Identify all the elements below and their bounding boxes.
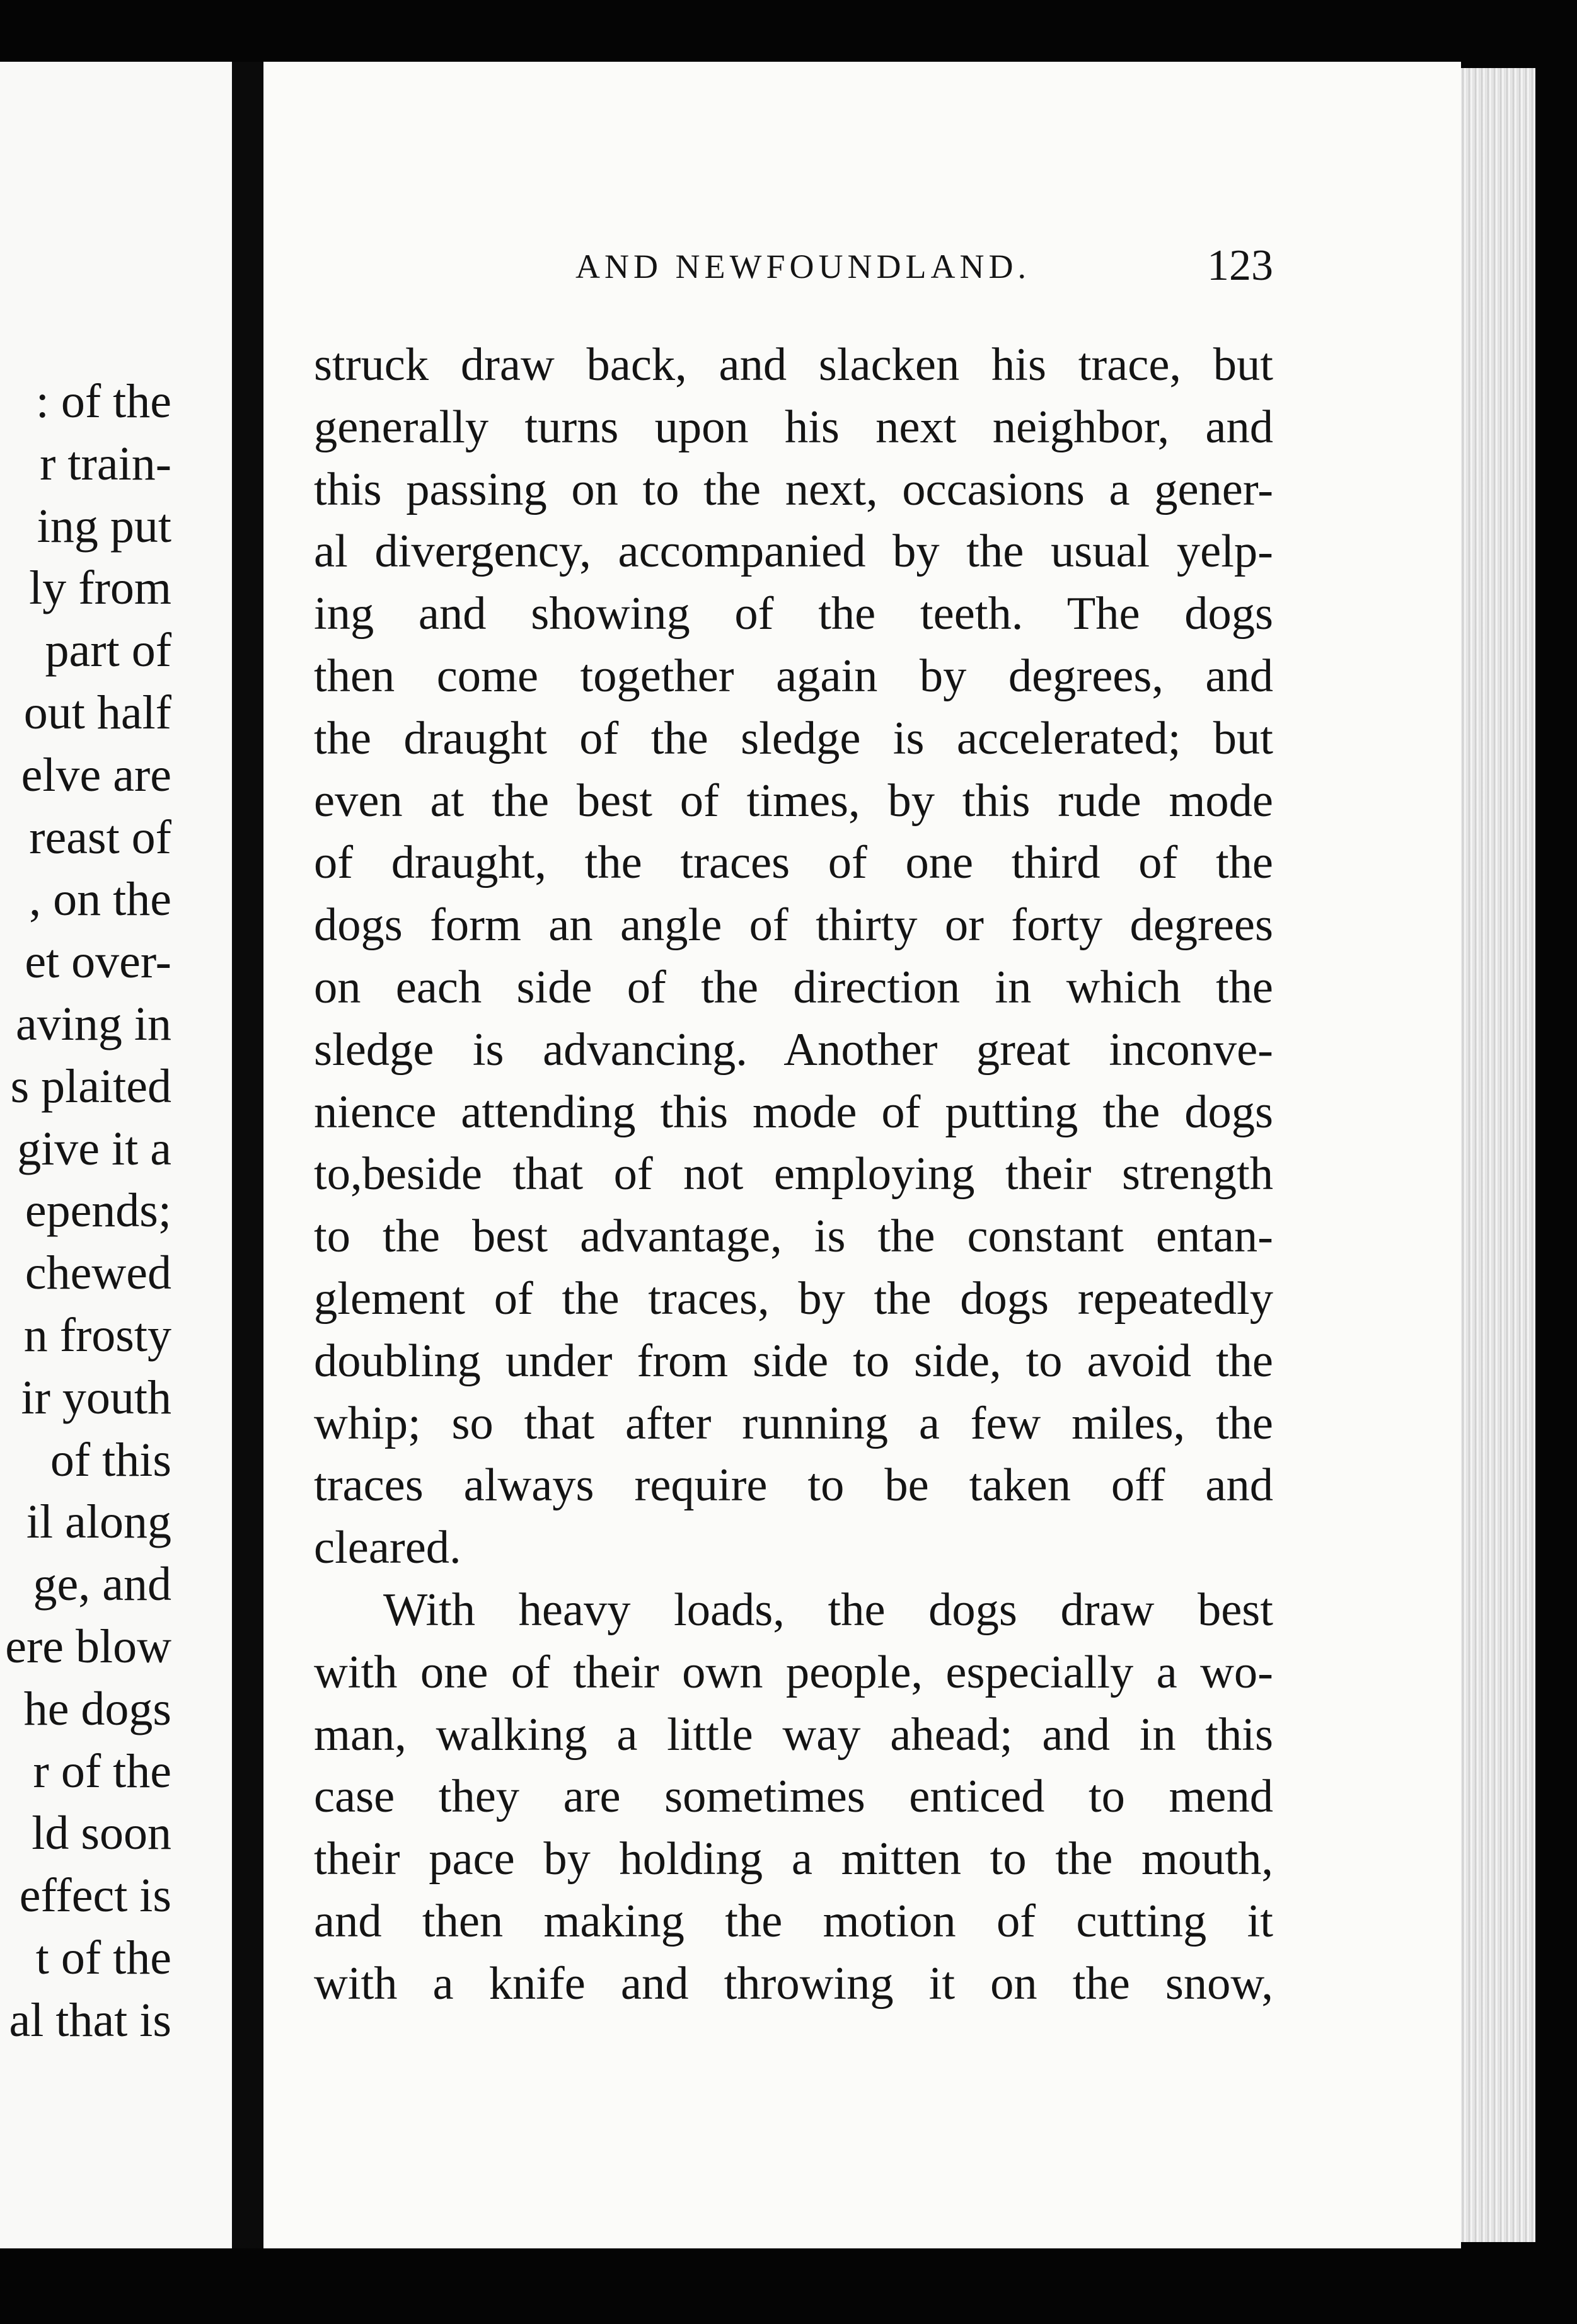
text-line: ly from	[29, 561, 171, 615]
text-line: out half	[23, 686, 171, 739]
text-line: al divergency, accompanied by the usual yelp-	[314, 526, 1273, 578]
text-line: t of the	[35, 1931, 171, 1984]
text-line: part of	[45, 624, 171, 677]
text-line: effect is	[19, 1869, 171, 1923]
page-number: 123	[1207, 241, 1273, 290]
text-line: to,beside that of not employing their strength	[314, 1148, 1273, 1200]
text-line: struck draw back, and slacken his trace, but	[314, 339, 1273, 391]
text-line: ld soon	[32, 1807, 171, 1860]
text-line: generally turns upon his next neighbor, and	[314, 401, 1273, 453]
text-line: aving in	[16, 997, 171, 1050]
body-text	[314, 334, 1273, 2015]
text-line: With heavy loads, the dogs draw best	[383, 1584, 1273, 1636]
text-line: dogs form an angle of thirty or forty degrees	[314, 899, 1273, 952]
text-line: r train-	[40, 437, 171, 490]
text-line: case they are sometimes enticed to mend	[314, 1771, 1273, 1823]
text-line: man, walking a little way ahead; and in this	[314, 1708, 1273, 1761]
text-line: , on the	[29, 873, 171, 926]
text-line: their pace by holding a mitten to the mouth,	[314, 1833, 1273, 1885]
left-page	[0, 62, 232, 2248]
text-line: ing put	[37, 499, 171, 553]
text-line: ere blow	[5, 1619, 171, 1673]
text-line: of this	[50, 1433, 171, 1487]
text-line: and then making the motion of cutting it	[314, 1895, 1273, 1947]
text-line: on each side of the direction in which the	[314, 961, 1273, 1013]
text-line: s plaited	[10, 1059, 171, 1113]
text-line: ir youth	[21, 1371, 171, 1424]
text-line: with one of their own people, especially a wo-	[314, 1646, 1273, 1698]
running-head: AND NEWFOUNDLAND.	[575, 248, 1031, 285]
text-line: whip; so that after running a few miles, the	[314, 1397, 1273, 1449]
text-line: il along	[26, 1495, 171, 1549]
text-line: he dogs	[23, 1682, 171, 1735]
text-line: n frosty	[23, 1308, 171, 1362]
text-line: epends;	[25, 1184, 171, 1238]
text-line: to the best advantage, is the constant entan-	[314, 1211, 1273, 1263]
text-line: elve are	[21, 748, 171, 802]
text-line: the draught of the sledge is accelerated; but	[314, 712, 1273, 764]
text-line: al that is	[9, 1993, 171, 2047]
text-line: this passing on to the next, occasions a gener-	[314, 463, 1273, 515]
text-line: glement of the traces, by the dogs repeatedly	[314, 1272, 1273, 1325]
text-line: nience attending this mode of putting the dogs	[314, 1086, 1273, 1138]
text-line: ge, and	[33, 1558, 171, 1611]
text-line: et over-	[25, 935, 171, 989]
text-line: reast of	[29, 810, 171, 864]
text-line: sledge is advancing. Another great inconve-	[314, 1023, 1273, 1076]
text-line: with a knife and throwing it on the snow,	[314, 1957, 1273, 2010]
text-line: doubling under from side to side, to avoid the	[314, 1335, 1273, 1387]
text-line: of draught, the traces of one third of the	[314, 837, 1273, 889]
page-edges	[1461, 68, 1535, 2242]
text-line: even at the best of times, by this rude mode	[314, 774, 1273, 827]
text-line: chewed	[25, 1246, 171, 1300]
page-header	[314, 238, 1273, 295]
text-line: traces always require to be taken off and	[314, 1459, 1273, 1512]
text-line: give it a	[17, 1122, 171, 1175]
text-line: cleared.	[314, 1522, 461, 1574]
text-line: r of the	[33, 1744, 171, 1798]
text-line: : of the	[35, 375, 171, 428]
left-page-text	[0, 371, 171, 2052]
text-line: ing and showing of the teeth. The dogs	[314, 588, 1273, 640]
text-line: then come together again by degrees, and	[314, 650, 1273, 702]
book-gutter	[232, 62, 263, 2248]
